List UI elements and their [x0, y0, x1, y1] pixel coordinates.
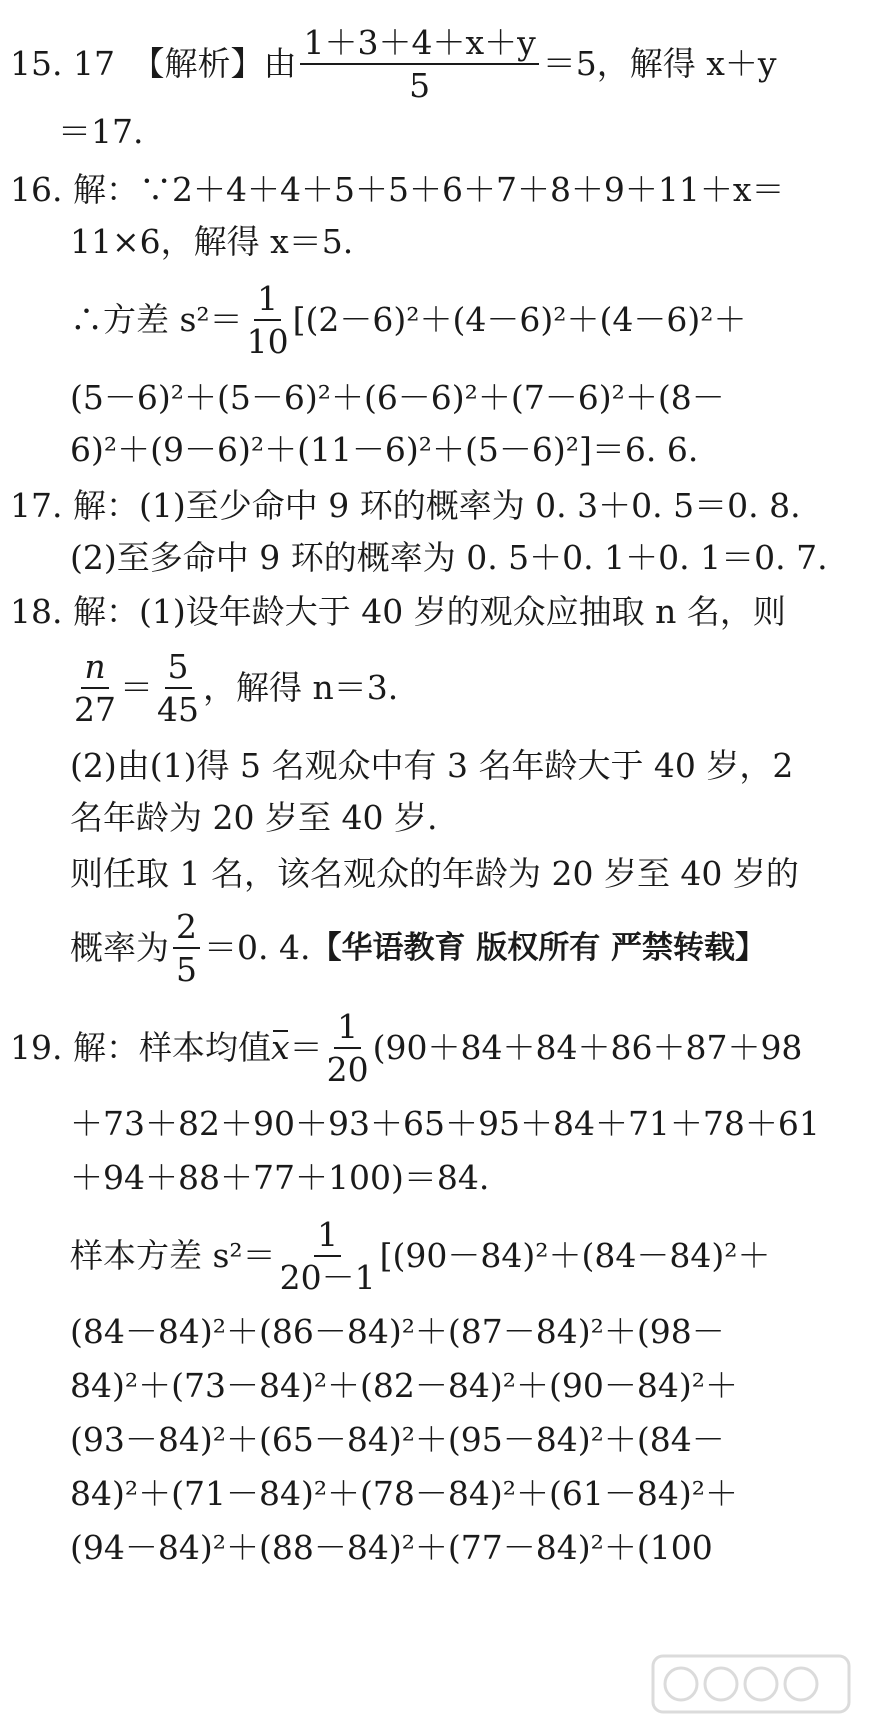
p18-equals: ＝	[120, 668, 153, 707]
p18-line3: (2)由(1)得 5 名观众中有 3 名年龄大于 40 岁，2	[70, 746, 794, 785]
p17-line2: (2)至多命中 9 环的概率为 0. 5＋0. 1＋0. 1＝0. 7.	[70, 538, 828, 577]
p19-line8: 84)²＋(71－84)²＋(78－84)²＋(61－84)²＋	[70, 1474, 738, 1513]
site-logo-icon	[651, 1654, 851, 1714]
p19-line4	[70, 1215, 771, 1297]
p19-xbar: x	[271, 1020, 290, 1076]
p19-variance-suffix: [(90－84)²＋(84－84)²＋	[379, 1236, 771, 1275]
p15-frac-denominator: 5	[409, 66, 431, 105]
p18-fraction-2-5	[173, 907, 200, 989]
p15-fraction	[300, 23, 538, 105]
p18-line6-prefix: 概率为	[70, 928, 169, 967]
p18-frac3-numerator: 2	[173, 910, 200, 949]
p19-line9: (94－84)²＋(88－84)²＋(77－84)²＋(100	[70, 1528, 713, 1567]
p16-line1: 16. 解：∵2＋4＋4＋5＋5＋6＋7＋8＋9＋11＋x＝	[10, 170, 785, 209]
p16-line4: (5－6)²＋(5－6)²＋(6－6)²＋(7－6)²＋(8－	[70, 378, 725, 417]
p16-line5: 6)²＋(9－6)²＋(11－6)²＋(5－6)²]＝6. 6.	[70, 430, 699, 469]
p15-suffix: ＝5，解得 x＋y	[542, 44, 777, 83]
p18-line2	[70, 647, 399, 729]
p16-variance-prefix: ∴方差 s²＝	[70, 300, 243, 339]
p19-line2: ＋73＋82＋90＋93＋65＋95＋84＋71＋78＋61	[70, 1104, 820, 1143]
p19-frac2-denominator: 20－1	[279, 1258, 376, 1297]
p18-line2-suffix: ，解得 n＝3.	[203, 668, 399, 707]
p18-line1: 18. 解：(1)设年龄大于 40 岁的观众应抽取 n 名，则	[10, 592, 786, 631]
p17-line1: 17. 解：(1)至少命中 9 环的概率为 0. 3＋0. 5＝0. 8.	[10, 486, 801, 525]
p19-frac1-numerator: 1	[334, 1010, 361, 1049]
p18-frac1-denominator: 27	[74, 690, 116, 729]
p19-line3: ＋94＋88＋77＋100)＝84.	[70, 1158, 490, 1197]
p19-mean-suffix: (90＋84＋84＋86＋87＋98	[372, 1028, 803, 1067]
p15-prefix: 15. 17 【解析】由	[10, 44, 297, 83]
p16-line2: 11×6，解得 x＝5.	[70, 222, 354, 261]
p19-line6: 84)²＋(73－84)²＋(82－84)²＋(90－84)²＋	[70, 1366, 738, 1405]
p19-fraction-1-19	[279, 1215, 376, 1297]
p18-line5: 则任取 1 名，该名观众的年龄为 20 岁至 40 岁的	[70, 854, 799, 893]
p19-equals: ＝	[289, 1028, 323, 1067]
p19-line7: (93－84)²＋(65－84)²＋(95－84)²＋(84－	[70, 1420, 725, 1459]
p19-line1	[10, 1007, 803, 1089]
p19-mean-prefix: 19. 解：样本均值	[10, 1028, 271, 1067]
p18-frac2-numerator: 5	[165, 650, 192, 689]
copyright-watermark: 【华语教育 版权所有 严禁转载】	[310, 930, 767, 966]
p19-frac2-numerator: 1	[314, 1218, 341, 1257]
p15-line1	[10, 23, 777, 105]
p15-line2: ＝17.	[58, 112, 144, 151]
p16-variance-suffix: [(2－6)²＋(4－6)²＋(4－6)²＋	[292, 300, 747, 339]
p16-frac-numerator: 1	[254, 282, 281, 321]
p16-line3	[70, 279, 747, 361]
p18-fraction-n	[74, 647, 116, 729]
p18-frac2-denominator: 45	[157, 690, 199, 729]
p16-frac-denominator: 10	[246, 322, 289, 361]
p18-fraction-5-45	[157, 647, 199, 729]
p19-frac1-denominator: 20	[326, 1050, 369, 1089]
p18-line4: 名年龄为 20 岁至 40 岁.	[70, 798, 438, 837]
p18-frac3-denominator: 5	[176, 950, 197, 989]
p19-variance-prefix: 样本方差 s²＝	[70, 1236, 276, 1275]
p18-frac1-numerator: n	[81, 650, 108, 689]
p18-line6-suffix: ＝0. 4.	[204, 928, 311, 967]
p19-line5: (84－84)²＋(86－84)²＋(87－84)²＋(98－	[70, 1312, 725, 1351]
p18-line6	[70, 907, 767, 989]
p19-fraction-1-20	[326, 1007, 369, 1089]
p15-frac-numerator: 1＋3＋4＋x＋y	[300, 26, 538, 65]
p16-fraction	[246, 279, 289, 361]
